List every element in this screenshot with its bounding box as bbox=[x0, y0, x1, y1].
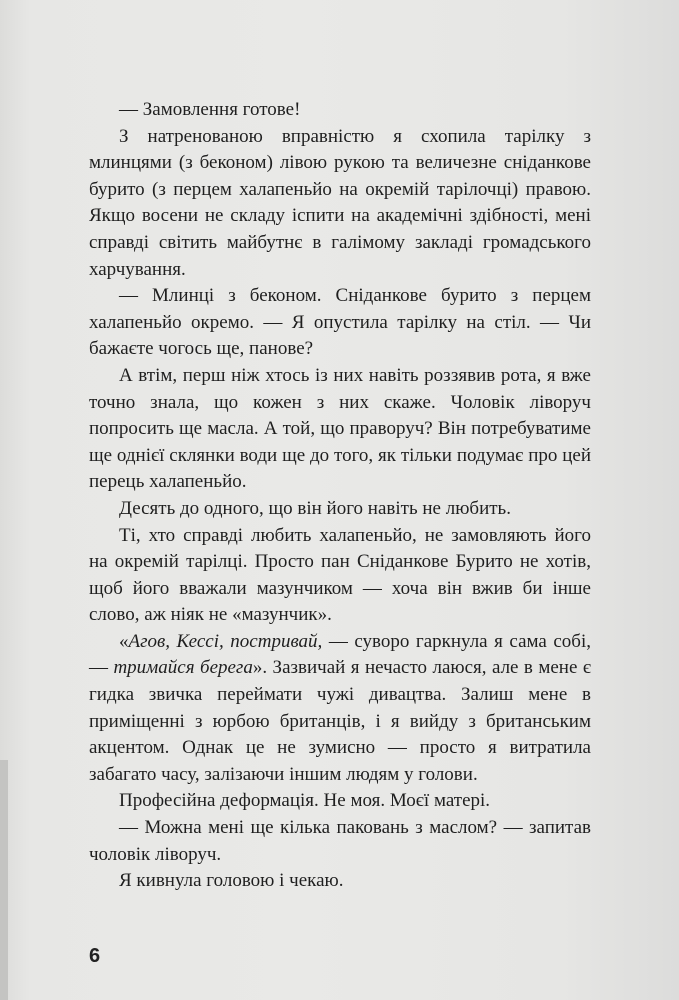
paragraph bbox=[89, 124, 591, 284]
paragraph bbox=[89, 363, 591, 496]
text-segment: ». Зазвичай я нечасто лаюся, але в мене є гидка звичка переймати чужі дивацтва. Залиш мене в приміщенні з юрбою британців, і я вийду з британським акцентом. Однак це не зумисно — просто я витратила забагато часу, залізаючи іншим людям у голови. bbox=[89, 657, 592, 785]
body-text bbox=[89, 97, 591, 895]
text-segment: — Замовлення готове! bbox=[119, 99, 301, 120]
page-edge-shadow bbox=[0, 760, 8, 1000]
paragraph bbox=[89, 523, 591, 629]
paragraph bbox=[89, 815, 591, 868]
paragraph bbox=[89, 97, 591, 124]
text-segment: Я кивнула головою і чекаю. bbox=[119, 870, 344, 892]
text-segment: А втім, перш ніж хтось із них навіть роззявив рота, я вже точно знала, що кожен з них скаже. Чоловік ліворуч попросить ще масла. А той, що праворуч? Він потребуватиме ще однієї склянки води ще до того, як тільки подумає про цей перець халапеньйо. bbox=[89, 364, 591, 493]
paragraph bbox=[89, 496, 591, 523]
text-segment: — Можна мені ще кілька паковань з маслом? — запитав чоловік ліворуч. bbox=[89, 817, 591, 865]
text-segment: Ті, хто справді любить халапеньйо, не замовляють його на окремій тарілці. Просто пан Сніданкове Бурито не хотів, щоб його вважали мазунчиком — хоча він вжив би інше слово, аж ніяк не «мазунчик». bbox=[89, 524, 591, 626]
text-segment: З натренованою вправністю я схопила тарілку з млинцями (з беконом) лівою рукою та величезне сніданкове бурито (з перцем халапеньйо на окремій тарілочці) правою. Якщо восени не складу іспити на академічні здібності, мені справді світить майбутнє в галімому закладі громадського харчування. bbox=[89, 125, 591, 280]
italic-text: Агов, Кессі, постривай, bbox=[128, 630, 323, 652]
paragraph bbox=[89, 283, 591, 363]
page-number: 6 bbox=[89, 945, 101, 967]
text-segment: Професійна деформація. Не моя. Моєї матері. bbox=[119, 790, 491, 812]
text-segment: — Млинці з беконом. Сніданкове бурито з перцем халапеньйо окремо. — Я опустила тарілку на стіл. — Чи бажаєте чогось ще, панове? bbox=[89, 285, 591, 360]
text-segment: « bbox=[119, 630, 129, 652]
italic-text: тримайся берега bbox=[113, 657, 253, 679]
paragraph bbox=[89, 788, 591, 815]
text-segment: Десять до одного, що він його навіть не любить. bbox=[119, 497, 511, 519]
paragraph bbox=[89, 629, 591, 789]
paragraph bbox=[89, 868, 591, 895]
text-segment: — суворо гаркнула я сама собі, — bbox=[89, 630, 591, 679]
